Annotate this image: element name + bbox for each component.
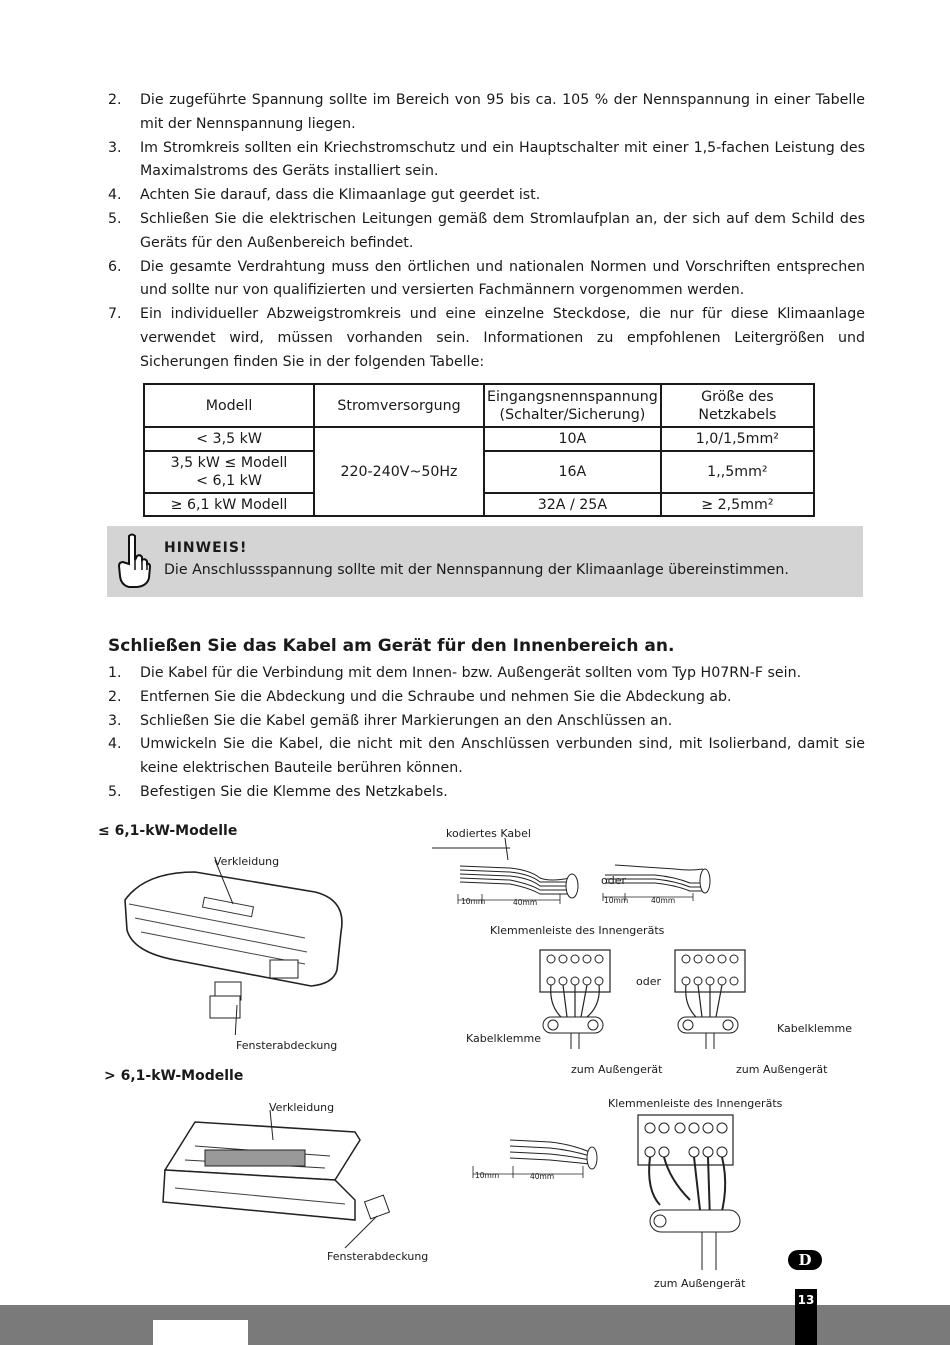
- label-fensterabdeckung: Fensterabdeckung: [327, 1250, 429, 1263]
- dim-10mm: 10mm: [475, 1171, 500, 1180]
- cell-cable: ≥ 2,5mm²: [661, 493, 814, 516]
- col-header-cable: Größe des Netzkabels: [661, 384, 814, 427]
- cell-fuse: 10A: [484, 427, 661, 451]
- list-item: 4. Umwickeln Sie die Kabel, die nicht mit den Anschlüssen verbunden sind, mit Isolierband, damit sie keine elektrischen Bauteile berühren können.: [108, 736, 865, 777]
- label-terminal-block: Klemmenleiste des Innengeräts: [608, 1097, 783, 1110]
- label-oder: oder: [601, 874, 627, 887]
- large-models-heading: > 6,1-kW-Modelle: [104, 1068, 244, 1084]
- alternate-cable-diagram: [595, 855, 715, 905]
- label-oder: oder: [636, 975, 662, 988]
- dim-10mm: 10mm: [461, 897, 486, 906]
- dim-40mm: 40mm: [513, 898, 538, 907]
- table-row: [144, 427, 814, 451]
- cell-fuse: 16A: [484, 451, 661, 493]
- section-title: Schließen Sie das Kabel am Gerät für den Innenbereich an.: [108, 636, 675, 656]
- cell-cable: 1,0/1,5mm²: [661, 427, 814, 451]
- label-verkleidung: Verkleidung: [214, 855, 280, 868]
- list-item: 7. Ein individueller Abzweigstromkreis und eine einzelne Steckdose, die nur für diese Klimaanlage verwendet wird, müssen vorhanden sein. Informationen zu empfohlenen Leitergrößen und Sicherungen finden Sie in der folgenden Tabelle:: [108, 306, 865, 370]
- note-title: HINWEIS!: [164, 540, 248, 556]
- coded-cable-diagram: [465, 1130, 605, 1185]
- list-item: 3. Im Stromkreis sollten ein Kriechstromschutz und ein Hauptschalter mit einer 1,5-fachen Leistung des Maximalstroms des Geräts installiert sein.: [108, 139, 865, 180]
- col-header-supply: Stromversorgung: [314, 384, 484, 427]
- cell-supply: 220-240V~50Hz: [314, 427, 484, 516]
- dim-10mm: 10mm: [604, 896, 629, 905]
- cell-fuse: 32A / 25A: [484, 493, 661, 516]
- label-terminal-block: Klemmenleiste des Innengeräts: [490, 924, 665, 937]
- page-number: 13: [795, 1289, 817, 1345]
- list-item: 5. Befestigen Sie die Klemme des Netzkabels.: [108, 783, 448, 800]
- indoor-unit-large-illustration: [155, 1110, 395, 1250]
- label-coded-cable: kodiertes Kabel: [446, 827, 531, 840]
- dim-40mm: 40mm: [530, 1172, 555, 1181]
- note-box: [107, 526, 863, 597]
- coded-cable-diagram: [430, 838, 590, 908]
- cable-spec-table: [143, 383, 815, 517]
- note-text: Die Anschlussspannung sollte mit der Nennspannung der Klimaanlage übereinstimmen.: [164, 562, 789, 578]
- footer-white-box: [153, 1320, 248, 1345]
- table-header-row: [144, 384, 814, 427]
- label-to-outdoor: zum Außengerät: [654, 1277, 746, 1290]
- list-item: 2. Die zugeführte Spannung sollte im Bereich von 95 bis ca. 105 % der Nennspannung in einer Tabelle mit der Nennspannung liegen.: [108, 92, 865, 132]
- terminal-block-diagram: [630, 1110, 750, 1275]
- label-cable-clamp: Kabelklemme: [466, 1032, 541, 1045]
- col-header-fuse: Eingangsnennspannung (Schalter/Sicherung): [484, 384, 661, 427]
- cell-model: < 3,5 kW: [144, 427, 314, 451]
- indoor-unit-small-illustration: [115, 860, 355, 1035]
- list-item: 2. Entfernen Sie die Abdeckung und die Schraube und nehmen Sie die Abdeckung ab.: [108, 688, 732, 705]
- pointing-hand-icon: [113, 532, 153, 590]
- terminal-block-diagram: [535, 945, 615, 1050]
- small-models-heading: ≤ 6,1-kW-Modelle: [98, 823, 238, 839]
- list-item: 5. Schließen Sie die elektrischen Leitungen gemäß dem Stromlaufplan an, der sich auf dem Schild des Geräts für den Außenbereich befindet.: [108, 210, 865, 251]
- list-item: 3. Schließen Sie die Kabel gemäß ihrer Markierungen an den Anschlüssen an.: [108, 712, 673, 729]
- label-fensterabdeckung: Fensterabdeckung: [236, 1039, 338, 1052]
- cell-model: 3,5 kW ≤ Modell < 6,1 kW: [144, 451, 314, 493]
- cell-cable: 1,,5mm²: [661, 451, 814, 493]
- label-cable-clamp: Kabelklemme: [777, 1022, 852, 1035]
- dim-40mm: 40mm: [651, 896, 676, 905]
- col-header-model: Modell: [144, 384, 314, 427]
- list-item: 4. Achten Sie darauf, dass die Klimaanlage gut geerdet ist.: [108, 187, 541, 204]
- steps-list: [108, 662, 865, 805]
- list-item: 6. Die gesamte Verdrahtung muss den örtlichen und nationalen Normen und Vorschriften entsprechen und sollte nur von qualifizierten und versierten Fachmännern vorgenommen werden.: [108, 258, 865, 299]
- terminal-block-diagram: [670, 945, 750, 1050]
- requirements-list: [108, 89, 865, 375]
- language-badge: D: [788, 1250, 822, 1270]
- list-item: 1. Die Kabel für die Verbindung mit dem Innen- bzw. Außengerät sollten vom Typ H07RN-F sein.: [108, 665, 802, 681]
- label-to-outdoor: zum Außengerät: [736, 1063, 828, 1076]
- label-verkleidung: Verkleidung: [269, 1101, 335, 1114]
- cell-model: ≥ 6,1 kW Modell: [144, 493, 314, 516]
- label-to-outdoor: zum Außengerät: [571, 1063, 663, 1076]
